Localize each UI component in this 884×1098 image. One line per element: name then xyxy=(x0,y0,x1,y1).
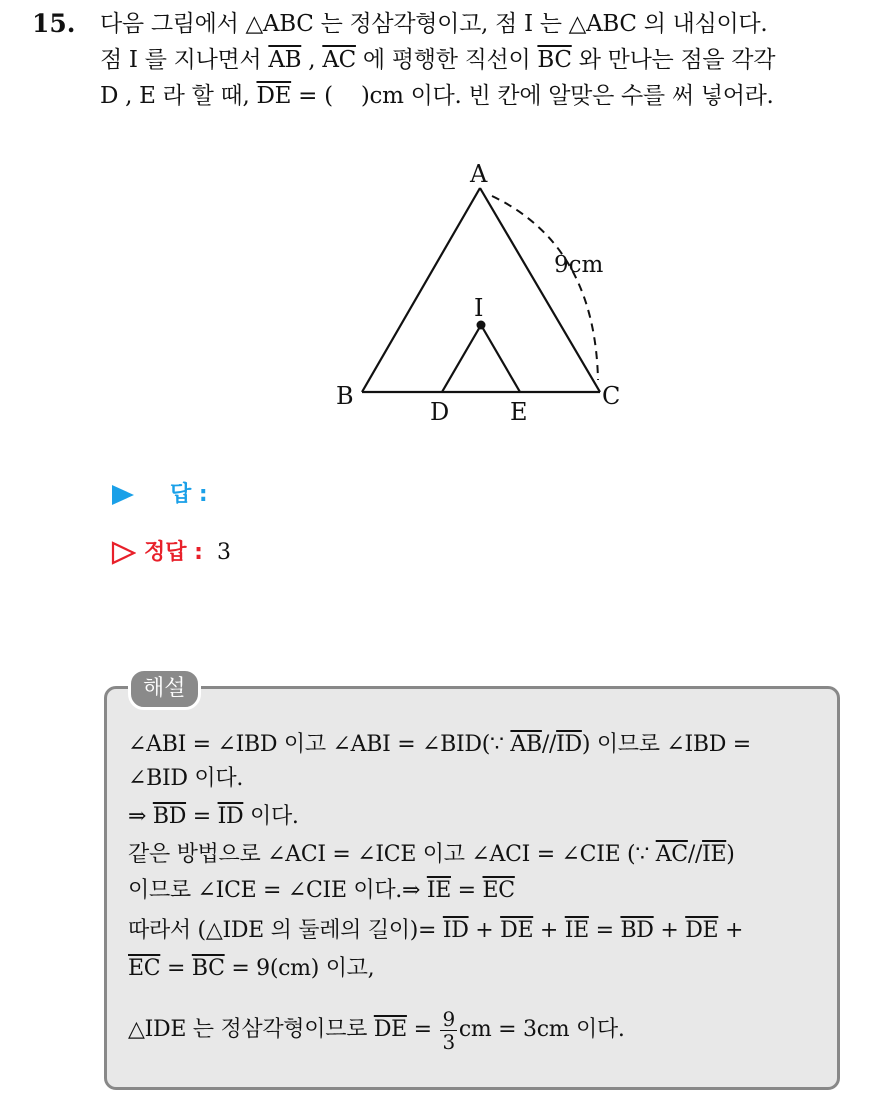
label-a: A xyxy=(470,160,488,188)
segment-bd: $\overline{BD}$ xyxy=(620,918,654,943)
segment-bd: $\overline{BD}$ xyxy=(152,804,187,829)
arrow-ab xyxy=(408,300,416,314)
solution-line-6 xyxy=(128,914,743,948)
segment-ec: $\overline{EC}$ xyxy=(482,878,515,903)
correct-answer-row xyxy=(110,538,231,568)
segment-bc: $\overline{BC}$ xyxy=(191,956,225,981)
label-i: I xyxy=(474,294,484,322)
answer-label: 답 : xyxy=(170,482,208,507)
text: = xyxy=(450,878,483,903)
text: = ( )cm 이다. 빈 칸에 알맞은 수를 써 넣어라. xyxy=(291,83,774,109)
label-e: E xyxy=(510,398,528,426)
fraction-numerator: 9 xyxy=(442,1006,455,1031)
play-icon xyxy=(110,483,136,507)
solution-line-4 xyxy=(128,838,735,872)
question-line-2 xyxy=(100,42,775,78)
text: 이므로 ∠ICE = ∠CIE 이다.⇒ xyxy=(128,878,427,903)
text: 따라서 (△IDE 의 둘레의 길이)= xyxy=(128,918,443,943)
length-arc xyxy=(492,196,598,380)
text: ) 이므로 ∠IBD = xyxy=(581,732,751,757)
segment-ie: $\overline{IE}$ xyxy=(702,842,727,867)
correct-answer-value: 3 xyxy=(216,540,231,565)
label-b: B xyxy=(336,382,354,410)
question-line-1: 다음 그림에서 △ABC 는 정삼각형이고, 점 I 는 △ABC 의 내심이다. xyxy=(100,11,768,37)
question-number: 15. xyxy=(32,9,76,38)
solution-line-3 xyxy=(128,800,299,834)
text: 와 만나는 점을 각각 xyxy=(571,47,776,73)
text: 점 I 를 지나면서 xyxy=(100,47,269,73)
text: // xyxy=(687,842,703,867)
side-ab xyxy=(362,188,480,392)
text: , xyxy=(301,47,323,73)
segment-de: $\overline{DE}$ xyxy=(685,918,719,943)
triangle-figure xyxy=(330,160,630,432)
text: + xyxy=(533,918,565,943)
segment-ie xyxy=(481,325,520,392)
text: △IDE 는 정삼각형이므로 xyxy=(128,1017,374,1042)
segment-ac: $\overline{AC}$ xyxy=(322,47,356,73)
solution-line-8 xyxy=(128,1000,625,1060)
solution-tag: 해설 xyxy=(128,668,201,710)
label-d: D xyxy=(430,398,450,426)
segment-ec: $\overline{EC}$ xyxy=(128,956,161,981)
text: cm = 3cm 이다. xyxy=(458,1017,625,1042)
label-side-length: 9cm xyxy=(554,252,604,278)
segment-de: $\overline{DE}$ xyxy=(256,83,292,109)
segment-ac: $\overline{AC}$ xyxy=(655,842,688,867)
answer-row xyxy=(110,480,208,510)
question-line-3 xyxy=(100,78,774,114)
text: + xyxy=(653,918,686,943)
text: 에 평행한 직선이 xyxy=(355,47,538,73)
arrow-di xyxy=(459,351,466,363)
arrow-ie xyxy=(495,350,502,362)
fraction-denominator: 3 xyxy=(442,1029,455,1054)
segment-id: $\overline{ID}$ xyxy=(556,732,582,757)
play-outline-icon xyxy=(110,541,136,565)
solution-line-5 xyxy=(128,874,515,908)
solution-line-1 xyxy=(128,728,751,762)
segment-di xyxy=(442,325,481,392)
text: // xyxy=(541,732,557,757)
text: = 9(cm) 이고, xyxy=(224,956,375,981)
text: = xyxy=(160,956,192,981)
correct-answer-label: 정답 : xyxy=(144,540,203,565)
text: = xyxy=(588,918,621,943)
segment-id: $\overline{ID}$ xyxy=(442,918,469,943)
text: + xyxy=(468,918,501,943)
segment-de: $\overline{DE}$ xyxy=(373,1017,407,1042)
text: ∠ABI = ∠IBD 이고 ∠ABI = ∠BID(∵ xyxy=(128,732,511,757)
arrow-ac xyxy=(544,296,552,310)
segment-bc: $\overline{BC}$ xyxy=(537,47,572,73)
text: D , E 라 할 때, xyxy=(100,83,257,109)
text: 이다. xyxy=(243,804,299,829)
solution-line-2: ∠BID 이다. xyxy=(128,766,244,791)
solution-line-7 xyxy=(128,952,374,986)
segment-ie: $\overline{IE}$ xyxy=(426,878,451,903)
text: ) xyxy=(726,842,735,867)
text: ⇒ xyxy=(128,804,153,829)
segment-id: $\overline{ID}$ xyxy=(217,804,244,829)
fraction xyxy=(440,1008,456,1053)
text: + xyxy=(718,918,744,943)
text: = xyxy=(186,804,218,829)
text: = xyxy=(406,1017,439,1042)
segment-ie: $\overline{IE}$ xyxy=(564,918,589,943)
label-c: C xyxy=(602,382,621,410)
segment-ab: $\overline{AB}$ xyxy=(268,47,302,73)
segment-ab: $\overline{AB}$ xyxy=(510,732,542,757)
text: 같은 방법으로 ∠ACI = ∠ICE 이고 ∠ACI = ∠CIE (∵ xyxy=(128,842,656,867)
segment-de: $\overline{DE}$ xyxy=(500,918,534,943)
triangle-abc xyxy=(362,188,600,392)
